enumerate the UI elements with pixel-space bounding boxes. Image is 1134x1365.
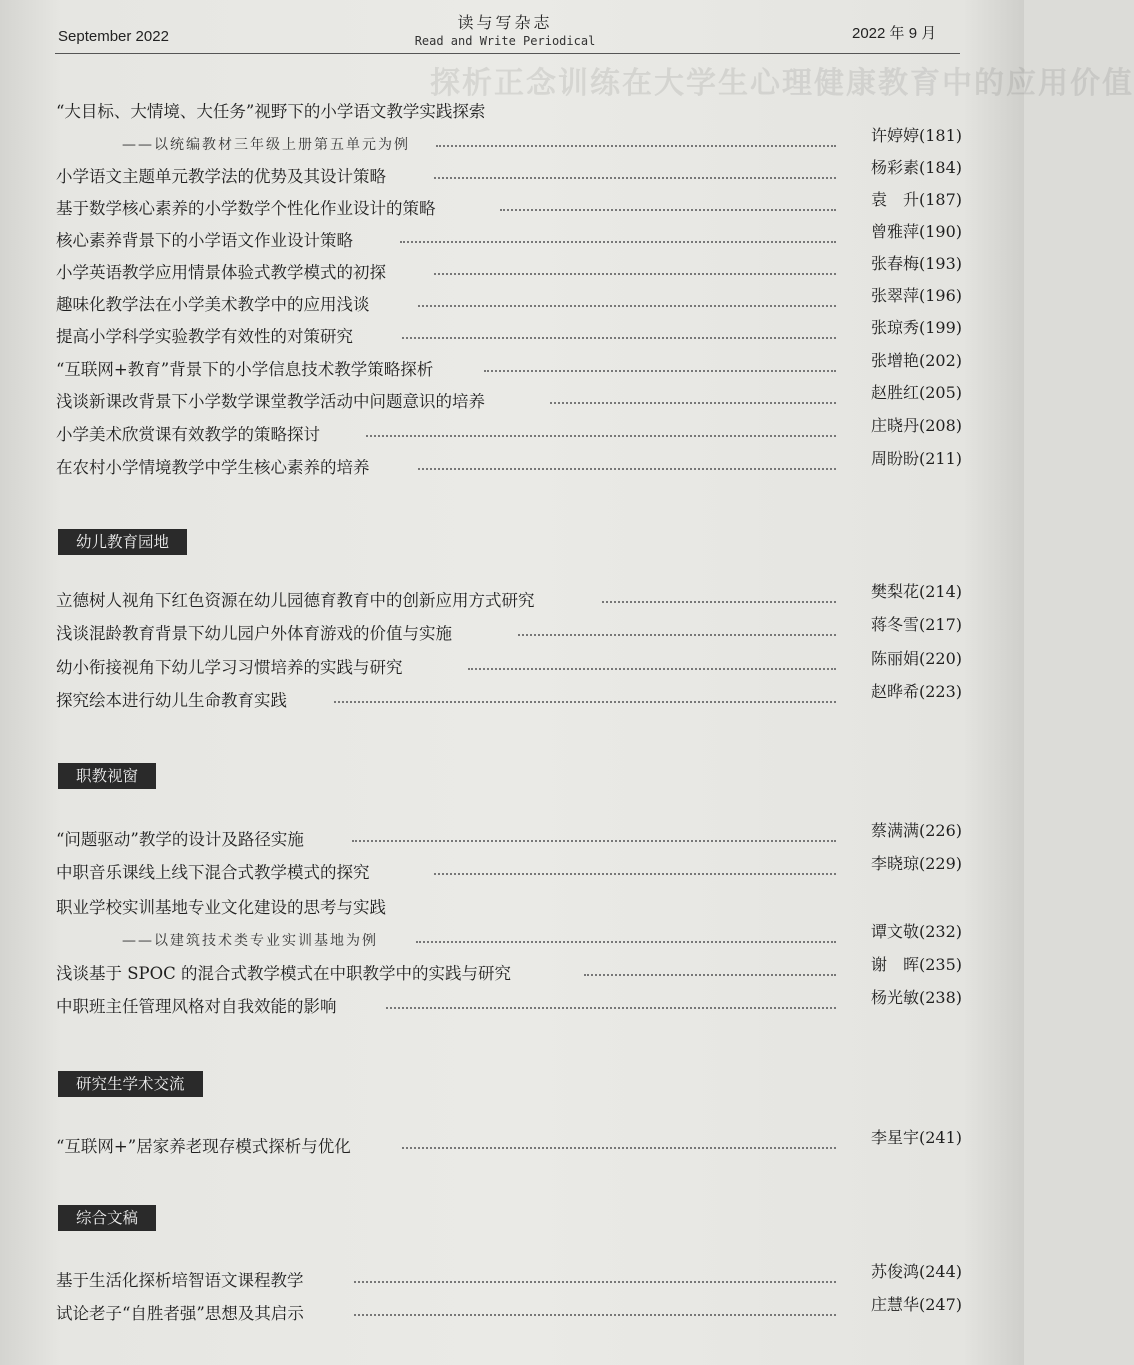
- dot-leader: [484, 370, 836, 372]
- entry-title: 幼小衔接视角下幼儿学习习惯培养的实践与研究: [56, 658, 403, 677]
- toc-entry[interactable]: [56, 922, 962, 954]
- header-date-cn: 2022 年 9 月: [852, 25, 937, 42]
- toc-entry[interactable]: [56, 1295, 962, 1327]
- entry-title: “问题驱动”教学的设计及路径实施: [56, 830, 304, 849]
- entry-title: 核心素养背景下的小学语文作业设计策略: [56, 231, 353, 250]
- dot-leader: [436, 145, 836, 147]
- entry-title: 小学英语教学应用情景体验式教学模式的初探: [56, 263, 386, 282]
- entry-subtitle: ——以统编教材三年级上册第五单元为例: [122, 137, 410, 153]
- toc-entry[interactable]: [56, 1128, 962, 1160]
- entry-author-page: 庄慧华(247): [870, 1295, 962, 1314]
- entry-author-page: 苏俊鸿(244): [870, 1262, 962, 1281]
- entry-author-page: 蔡满满(226): [870, 821, 962, 840]
- toc-entry[interactable]: [56, 383, 962, 415]
- entry-author-page: 陈丽娟(220): [870, 649, 962, 668]
- toc-entry[interactable]: [56, 416, 962, 448]
- entry-author-page: 赵晔希(223): [870, 682, 962, 701]
- entry-title: 提高小学科学实验教学有效性的对策研究: [56, 327, 353, 346]
- entry-title: 职业学校实训基地专业文化建设的思考与实践: [56, 898, 386, 917]
- entry-title: 浅谈基于 SPOC 的混合式教学模式在中职教学中的实践与研究: [56, 964, 512, 983]
- dot-leader: [418, 305, 836, 307]
- header-rule: [55, 53, 960, 54]
- entry-author-page: 周盼盼(211): [870, 449, 962, 468]
- dot-leader: [418, 468, 836, 470]
- toc-entry[interactable]: [56, 158, 962, 190]
- entry-title: 基于数学核心素养的小学数学个性化作业设计的策略: [56, 199, 436, 218]
- toc-entry[interactable]: [56, 615, 962, 647]
- entry-author-page: 许婷婷(181): [870, 126, 962, 145]
- dot-leader: [500, 209, 836, 211]
- entry-title: 浅谈混龄教育背景下幼儿园户外体育游戏的价值与实施: [56, 624, 452, 643]
- dot-leader: [468, 668, 836, 670]
- entry-title: 中职班主任管理风格对自我效能的影响: [56, 997, 337, 1016]
- entry-author-page: 庄晓丹(208): [870, 416, 962, 435]
- dot-leader: [434, 873, 836, 875]
- entry-author-page: 谢 晖(235): [870, 955, 962, 974]
- entry-title: 基于生活化探析培智语文课程教学: [56, 1271, 304, 1290]
- toc-entry[interactable]: [56, 895, 962, 921]
- entry-title: 小学美术欣赏课有效教学的策略探讨: [56, 425, 320, 444]
- dot-leader: [352, 840, 836, 842]
- dot-leader: [366, 435, 836, 437]
- entry-subtitle: ——以建筑技术类专业实训基地为例: [122, 933, 378, 949]
- entry-author-page: 樊梨花(214): [870, 582, 962, 601]
- entry-author-page: 赵胜红(205): [870, 383, 962, 402]
- entry-author-page: 杨彩素(184): [870, 158, 962, 177]
- toc-entry[interactable]: [56, 955, 962, 987]
- toc-entry[interactable]: [56, 682, 962, 714]
- entry-title: 试论老子“自胜者强”思想及其启示: [56, 1304, 304, 1323]
- entry-author-page: 蒋冬雪(217): [870, 615, 962, 634]
- entry-author-page: 杨光敏(238): [870, 988, 962, 1007]
- entry-title: 中职音乐课线上线下混合式教学模式的探究: [56, 863, 370, 882]
- header-journal-name: [400, 10, 610, 48]
- toc-entry[interactable]: [56, 190, 962, 222]
- dot-leader: [402, 337, 836, 339]
- dot-leader: [416, 941, 836, 943]
- entry-title: “互联网+教育”背景下的小学信息技术教学策略探析: [56, 360, 434, 379]
- entry-author-page: 李星宇(241): [870, 1128, 962, 1147]
- toc-entry[interactable]: [56, 1262, 962, 1294]
- toc-entry[interactable]: [56, 286, 962, 318]
- dot-leader: [434, 273, 836, 275]
- dot-leader: [602, 601, 836, 603]
- toc-entry[interactable]: [56, 126, 962, 158]
- entry-author-page: 谭文敬(232): [870, 922, 962, 941]
- toc-entry[interactable]: [56, 99, 962, 125]
- toc-entry[interactable]: [56, 318, 962, 350]
- toc-entry[interactable]: [56, 821, 962, 853]
- entry-author-page: 李晓琼(229): [870, 854, 962, 873]
- entry-title: 立德树人视角下红色资源在幼儿园德育教育中的创新应用方式研究: [56, 591, 535, 610]
- entry-title: 小学语文主题单元教学法的优势及其设计策略: [56, 167, 386, 186]
- toc-entry[interactable]: [56, 649, 962, 681]
- entry-author-page: 曾雅萍(190): [870, 222, 962, 241]
- section-heading: 综合文稿: [58, 1205, 156, 1231]
- entry-title: 在农村小学情境教学中学生核心素养的培养: [56, 458, 370, 477]
- header-date-en: September 2022: [58, 28, 169, 45]
- section-heading: 幼儿教育园地: [58, 529, 187, 555]
- running-header: [0, 0, 1024, 58]
- entry-title: 探究绘本进行幼儿生命教育实践: [56, 691, 287, 710]
- dot-leader: [354, 1281, 836, 1283]
- dot-leader: [400, 241, 836, 243]
- toc-entry[interactable]: [56, 449, 962, 481]
- dot-leader: [434, 177, 836, 179]
- bleed-through-text: 探析正念训练在大学生心理健康教育中的应用价值: [430, 66, 1134, 101]
- entry-title: “大目标、大情境、大任务”视野下的小学语文教学实践探索: [56, 102, 486, 121]
- entry-author-page: 张翠萍(196): [870, 286, 962, 305]
- section-heading: 研究生学术交流: [58, 1071, 203, 1097]
- toc-entry[interactable]: [56, 854, 962, 886]
- dot-leader: [402, 1147, 836, 1149]
- entry-title: 趣味化教学法在小学美术教学中的应用浅谈: [56, 295, 370, 314]
- entry-author-page: 袁 升(187): [870, 190, 962, 209]
- dot-leader: [354, 1314, 836, 1316]
- entry-author-page: 张琼秀(199): [870, 318, 962, 337]
- entry-title: “互联网+”居家养老现存模式探析与优化: [56, 1137, 351, 1156]
- toc-entry[interactable]: [56, 351, 962, 383]
- entry-title: 浅谈新课改背景下小学数学课堂教学活动中问题意识的培养: [56, 392, 485, 411]
- toc-entry[interactable]: [56, 254, 962, 286]
- journal-title-en: Read and Write Periodical: [414, 34, 596, 48]
- toc-entry[interactable]: [56, 582, 962, 614]
- toc-entry[interactable]: [56, 222, 962, 254]
- toc-entry[interactable]: [56, 988, 962, 1020]
- entry-author-page: 张春梅(193): [870, 254, 962, 273]
- dot-leader: [550, 402, 836, 404]
- dot-leader: [386, 1007, 836, 1009]
- dot-leader: [584, 974, 836, 976]
- dot-leader: [334, 701, 836, 703]
- dot-leader: [518, 634, 836, 636]
- entry-author-page: 张增艳(202): [870, 351, 962, 370]
- section-heading: 职教视窗: [58, 763, 156, 789]
- journal-title-cn: 读与写杂志: [457, 13, 553, 32]
